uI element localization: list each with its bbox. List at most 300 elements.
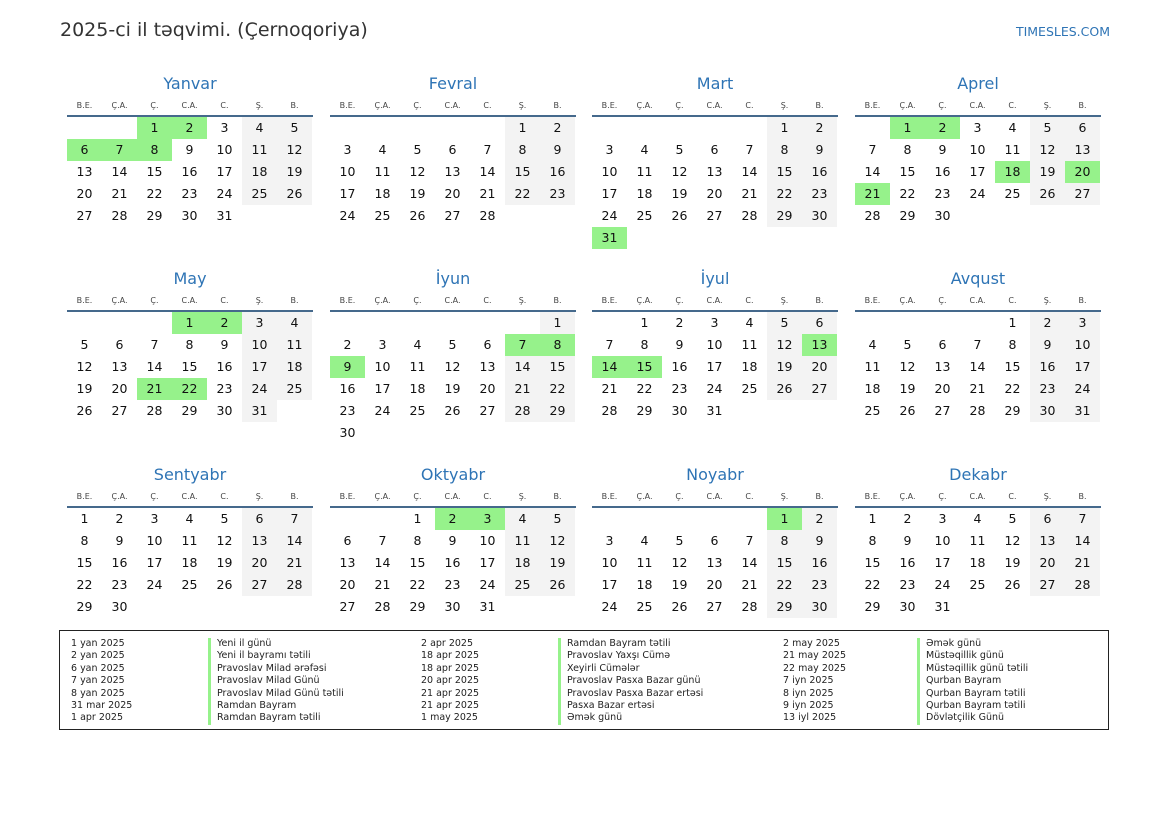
week-row — [855, 378, 1101, 400]
day-cell: 13 — [1030, 530, 1065, 552]
day-cell: 11 — [242, 139, 277, 161]
day-cell: 2 — [115, 511, 124, 526]
weekday-label: Ş. — [780, 100, 789, 110]
day-cell: 12 — [671, 164, 688, 179]
empty-cell — [627, 508, 662, 530]
day-cell: 6 — [710, 142, 719, 157]
day-cell: 22 — [409, 577, 426, 592]
day-cell: 20 — [1065, 161, 1100, 183]
week-row — [330, 422, 576, 444]
empty-cell — [102, 117, 137, 139]
day-cell: 10 — [479, 533, 496, 548]
day-cell: 3 — [470, 508, 505, 530]
day-cell: 17 — [216, 164, 233, 179]
weekday-label: Ş. — [518, 491, 527, 501]
day-cell: 21 — [111, 186, 128, 201]
month-calendar — [855, 73, 1101, 227]
week-row — [592, 552, 838, 574]
weekday-label: B. — [1078, 491, 1087, 501]
day-cell: 27 — [802, 378, 837, 400]
week-row — [330, 508, 576, 530]
weekday-label: Ç. — [413, 295, 422, 305]
weekday-label: C. — [483, 295, 492, 305]
week-row — [855, 139, 1101, 161]
day-cell: 31 — [592, 227, 627, 249]
day-cell: 25 — [741, 381, 758, 396]
day-cell: 24 — [706, 381, 723, 396]
empty-cell — [540, 205, 575, 227]
holiday-name: Ramdan Bayram tətili — [558, 638, 703, 650]
day-cell: 20 — [479, 381, 496, 396]
week-row — [592, 596, 838, 618]
weekday-label: B.E. — [601, 100, 618, 110]
day-cell: 15 — [505, 161, 540, 183]
day-cell: 31 — [1065, 400, 1100, 422]
weekday-label: C.A. — [444, 100, 461, 110]
day-cell: 19 — [767, 356, 802, 378]
week-row — [855, 596, 1101, 618]
week-row — [67, 161, 313, 183]
day-cell: 5 — [220, 511, 229, 526]
holiday-name: Qurban Bayram tətili — [917, 688, 1028, 700]
day-cell: 14 — [111, 164, 128, 179]
day-cell: 24 — [146, 577, 163, 592]
day-cell: 28 — [277, 574, 312, 596]
week-row — [592, 378, 838, 400]
day-cell: 25 — [636, 208, 653, 223]
day-cell: 23 — [934, 186, 951, 201]
day-cell: 24 — [1065, 378, 1100, 400]
day-cell: 8 — [137, 139, 172, 161]
day-cell: 4 — [1008, 120, 1017, 135]
day-cell: 28 — [374, 599, 391, 614]
site-link[interactable]: TIMESLES.COM — [1015, 24, 1110, 39]
weekday-label: B. — [815, 491, 824, 501]
day-cell: 14 — [374, 555, 391, 570]
day-cell: 18 — [409, 381, 426, 396]
day-cell: 7 — [973, 337, 982, 352]
week-row — [592, 161, 838, 183]
holiday-date: 2 apr 2025 — [421, 638, 474, 649]
day-cell: 20 — [76, 186, 93, 201]
day-cell: 25 — [636, 599, 653, 614]
empty-cell — [732, 508, 767, 530]
day-cell: 24 — [242, 378, 277, 400]
empty-cell — [277, 596, 312, 618]
day-cell: 10 — [934, 533, 951, 548]
day-cell: 12 — [1004, 533, 1021, 548]
day-cell: 27 — [479, 403, 496, 418]
day-cell: 2 — [802, 117, 837, 139]
weekday-label: Ç.A. — [636, 295, 653, 305]
day-cell: 5 — [1030, 117, 1065, 139]
weekday-label: C.A. — [181, 295, 198, 305]
weekday-label: Ç. — [675, 100, 684, 110]
month-calendar — [67, 268, 313, 422]
day-cell: 17 — [601, 577, 618, 592]
day-cell: 11 — [636, 164, 653, 179]
day-cell: 1 — [640, 315, 649, 330]
weekday-header — [855, 290, 1101, 312]
month-calendar — [592, 73, 838, 249]
day-cell: 25 — [374, 208, 391, 223]
weekday-label: Ç.A. — [899, 491, 916, 501]
day-cell: 6 — [67, 139, 102, 161]
day-cell: 23 — [899, 577, 916, 592]
weekday-label: B.E. — [76, 295, 93, 305]
day-cell: 17 — [146, 555, 163, 570]
day-cell: 18 — [995, 161, 1030, 183]
month-calendar — [67, 464, 313, 618]
day-cell: 9 — [675, 337, 684, 352]
day-cell: 20 — [242, 552, 277, 574]
day-cell: 30 — [216, 403, 233, 418]
empty-cell — [592, 508, 627, 530]
week-row — [330, 161, 576, 183]
day-cell: 25 — [1004, 186, 1021, 201]
weekday-header — [592, 95, 838, 117]
holiday-name: Yeni il bayramı tətili — [208, 650, 344, 662]
empty-cell — [207, 596, 242, 618]
empty-cell — [242, 596, 277, 618]
day-cell: 22 — [505, 183, 540, 205]
day-cell: 16 — [899, 555, 916, 570]
weekday-label: Ç.A. — [636, 100, 653, 110]
day-cell: 8 — [640, 337, 649, 352]
day-cell: 3 — [605, 142, 614, 157]
day-cell: 25 — [409, 403, 426, 418]
day-cell: 4 — [505, 508, 540, 530]
weekday-header — [855, 486, 1101, 508]
day-cell: 19 — [277, 161, 312, 183]
day-cell: 12 — [277, 139, 312, 161]
weekday-label: Ş. — [1043, 295, 1052, 305]
weekday-header — [330, 290, 576, 312]
day-cell: 19 — [671, 186, 688, 201]
day-cell: 2 — [675, 315, 684, 330]
weekday-label: C.A. — [706, 295, 723, 305]
month-name: Sentyabr — [153, 465, 227, 484]
empty-cell — [277, 205, 312, 227]
empty-cell — [102, 312, 137, 334]
month-calendar — [67, 73, 313, 227]
day-cell: 15 — [181, 359, 198, 374]
day-cell: 28 — [479, 208, 496, 223]
empty-cell — [960, 312, 995, 334]
day-cell: 16 — [934, 164, 951, 179]
day-cell: 11 — [636, 555, 653, 570]
weekday-label: C.A. — [706, 491, 723, 501]
day-cell: 8 — [413, 533, 422, 548]
day-cell: 15 — [76, 555, 93, 570]
weekday-label: Ç. — [675, 295, 684, 305]
weekday-label: C. — [1008, 295, 1017, 305]
week-row — [855, 161, 1101, 183]
weekday-label: Ç. — [938, 491, 947, 501]
empty-cell — [1030, 205, 1065, 227]
day-cell: 8 — [767, 139, 802, 161]
week-row — [67, 117, 313, 139]
day-cell: 10 — [146, 533, 163, 548]
holiday-list — [59, 630, 1109, 730]
empty-cell — [697, 508, 732, 530]
day-cell: 21 — [479, 186, 496, 201]
day-cell: 5 — [80, 337, 89, 352]
day-cell: 4 — [413, 337, 422, 352]
day-cell: 21 — [1065, 552, 1100, 574]
week-row — [67, 205, 313, 227]
holiday-date: 8 yan 2025 — [71, 687, 125, 699]
day-cell: 29 — [540, 400, 575, 422]
day-cell: 1 — [413, 511, 422, 526]
week-row — [330, 596, 576, 618]
week-row — [855, 552, 1101, 574]
day-cell: 15 — [540, 356, 575, 378]
week-row — [330, 530, 576, 552]
weekday-label: C. — [745, 491, 754, 501]
day-cell: 9 — [185, 142, 194, 157]
page-title: 2025-ci il təqvimi. (Çernoqoriya) — [60, 19, 368, 41]
day-cell: 23 — [802, 183, 837, 205]
day-cell: 24 — [339, 208, 356, 223]
day-cell: 17 — [374, 381, 391, 396]
day-cell: 3 — [973, 120, 982, 135]
month-calendar — [855, 268, 1101, 422]
day-cell: 7 — [150, 337, 159, 352]
weekday-label: Ç.A. — [111, 295, 128, 305]
day-cell: 22 — [636, 381, 653, 396]
weekday-label: C.A. — [969, 491, 986, 501]
empty-cell — [732, 117, 767, 139]
weekday-label: C. — [1008, 491, 1017, 501]
day-cell: 21 — [741, 577, 758, 592]
day-cell: 25 — [242, 183, 277, 205]
day-cell: 19 — [899, 381, 916, 396]
weekday-label: Ş. — [518, 100, 527, 110]
empty-cell — [540, 422, 575, 444]
day-cell: 15 — [864, 555, 881, 570]
holiday-date: 13 iyl 2025 — [783, 712, 837, 724]
day-cell: 2 — [207, 312, 242, 334]
day-cell: 12 — [76, 359, 93, 374]
month-name: Mart — [696, 74, 734, 93]
week-row — [330, 205, 576, 227]
day-cell: 28 — [601, 403, 618, 418]
month-name: Aprel — [957, 74, 999, 93]
week-row — [67, 334, 313, 356]
day-cell: 4 — [640, 142, 649, 157]
day-cell: 11 — [741, 337, 758, 352]
day-cell: 5 — [767, 312, 802, 334]
holiday-date: 18 apr 2025 — [421, 650, 480, 662]
holiday-name: Yeni il günü — [208, 638, 344, 650]
weekday-label: C. — [745, 100, 754, 110]
day-cell: 10 — [969, 142, 986, 157]
day-cell: 25 — [864, 403, 881, 418]
empty-cell — [890, 312, 925, 334]
day-cell: 29 — [181, 403, 198, 418]
day-cell: 5 — [413, 142, 422, 157]
empty-cell — [470, 117, 505, 139]
day-cell: 9 — [802, 139, 837, 161]
weekday-label: C. — [483, 491, 492, 501]
day-cell: 17 — [601, 186, 618, 201]
day-cell: 2 — [1030, 312, 1065, 334]
day-cell: 2 — [435, 508, 470, 530]
day-cell: 5 — [540, 508, 575, 530]
day-cell: 22 — [767, 183, 802, 205]
week-row — [330, 574, 576, 596]
empty-cell — [1065, 205, 1100, 227]
holiday-date: 8 iyn 2025 — [783, 687, 834, 699]
day-cell: 20 — [111, 381, 128, 396]
day-cell: 15 — [767, 552, 802, 574]
day-cell: 11 — [864, 359, 881, 374]
day-cell: 4 — [277, 312, 312, 334]
day-cell: 22 — [76, 577, 93, 592]
day-cell: 13 — [1065, 139, 1100, 161]
week-row — [67, 596, 313, 618]
day-cell: 14 — [741, 555, 758, 570]
empty-cell — [365, 422, 400, 444]
day-cell: 21 — [505, 378, 540, 400]
weekday-label: Ç. — [938, 100, 947, 110]
weekday-label: C. — [1008, 100, 1017, 110]
holiday-date: 21 apr 2025 — [421, 687, 480, 699]
week-row — [592, 205, 838, 227]
week-row — [67, 574, 313, 596]
day-cell: 16 — [216, 359, 233, 374]
day-cell: 21 — [137, 378, 172, 400]
day-cell: 20 — [706, 186, 723, 201]
holiday-date: 9 iyn 2025 — [783, 700, 834, 712]
day-cell: 7 — [505, 334, 540, 356]
weekday-label: Ç.A. — [111, 491, 128, 501]
day-cell: 30 — [802, 596, 837, 618]
empty-cell — [662, 227, 697, 249]
day-cell: 24 — [374, 403, 391, 418]
week-row — [330, 183, 576, 205]
day-cell: 26 — [216, 577, 233, 592]
empty-cell — [505, 205, 540, 227]
empty-cell — [435, 117, 470, 139]
day-cell: 8 — [540, 334, 575, 356]
weekday-label: B. — [290, 295, 299, 305]
holiday-date: 20 apr 2025 — [421, 675, 480, 687]
day-cell: 2 — [172, 117, 207, 139]
weekday-label: Ç. — [675, 491, 684, 501]
day-cell: 19 — [444, 381, 461, 396]
weekday-label: Ş. — [255, 491, 264, 501]
weekday-label: C.A. — [444, 491, 461, 501]
holiday-names-column — [208, 638, 344, 725]
day-cell: 6 — [802, 312, 837, 334]
day-cell: 14 — [969, 359, 986, 374]
day-cell: 3 — [150, 511, 159, 526]
day-cell: 8 — [1008, 337, 1017, 352]
weekday-label: Ş. — [255, 100, 264, 110]
holiday-name: Ramdan Bayram tətili — [208, 712, 344, 724]
holiday-date: 18 apr 2025 — [421, 662, 480, 674]
day-cell: 31 — [706, 403, 723, 418]
week-row — [592, 508, 838, 530]
holiday-date: 6 yan 2025 — [71, 662, 125, 674]
day-cell: 25 — [969, 577, 986, 592]
day-cell: 1 — [505, 117, 540, 139]
day-cell: 16 — [802, 552, 837, 574]
empty-cell — [435, 422, 470, 444]
day-cell: 26 — [409, 208, 426, 223]
day-cell: 12 — [444, 359, 461, 374]
day-cell: 17 — [706, 359, 723, 374]
weekday-label: B. — [290, 491, 299, 501]
day-cell: 6 — [710, 533, 719, 548]
week-row — [330, 312, 576, 334]
empty-cell — [540, 596, 575, 618]
day-cell: 3 — [605, 533, 614, 548]
empty-cell — [330, 117, 365, 139]
week-row — [330, 139, 576, 161]
empty-cell — [960, 205, 995, 227]
day-cell: 14 — [277, 530, 312, 552]
weekday-header — [330, 486, 576, 508]
holiday-date: 1 yan 2025 — [71, 638, 125, 649]
weekday-label: C. — [220, 295, 229, 305]
week-row — [592, 227, 838, 249]
day-cell: 26 — [76, 403, 93, 418]
day-cell: 6 — [448, 142, 457, 157]
day-cell: 2 — [903, 511, 912, 526]
weekday-label: Ç. — [413, 100, 422, 110]
day-cell: 18 — [741, 359, 758, 374]
week-row — [67, 139, 313, 161]
day-cell: 26 — [1030, 183, 1065, 205]
month-calendar — [855, 464, 1101, 618]
day-cell: 12 — [1030, 139, 1065, 161]
day-cell: 18 — [374, 186, 391, 201]
holiday-name: Pravoslav Pasxa Bazar ertəsi — [558, 688, 703, 700]
empty-cell — [137, 596, 172, 618]
day-cell: 17 — [479, 555, 496, 570]
weekday-label: B. — [815, 295, 824, 305]
day-cell: 29 — [899, 208, 916, 223]
empty-cell — [505, 312, 540, 334]
week-row — [592, 183, 838, 205]
empty-cell — [330, 312, 365, 334]
day-cell: 28 — [1065, 574, 1100, 596]
day-cell: 27 — [339, 599, 356, 614]
day-cell: 8 — [767, 530, 802, 552]
weekday-label: Ş. — [1043, 100, 1052, 110]
day-cell: 29 — [864, 599, 881, 614]
weekday-label: C. — [220, 491, 229, 501]
day-cell: 3 — [710, 315, 719, 330]
holiday-date: 1 may 2025 — [421, 712, 478, 724]
empty-cell — [732, 400, 767, 422]
day-cell: 12 — [540, 530, 575, 552]
day-cell: 16 — [444, 555, 461, 570]
weekday-header — [67, 486, 313, 508]
day-cell: 11 — [181, 533, 198, 548]
week-row — [592, 312, 838, 334]
day-cell: 19 — [1030, 161, 1065, 183]
day-cell: 11 — [277, 334, 312, 356]
day-cell: 15 — [627, 356, 662, 378]
day-cell: 23 — [339, 403, 356, 418]
week-row — [67, 312, 313, 334]
day-cell: 21 — [601, 381, 618, 396]
day-cell: 22 — [146, 186, 163, 201]
